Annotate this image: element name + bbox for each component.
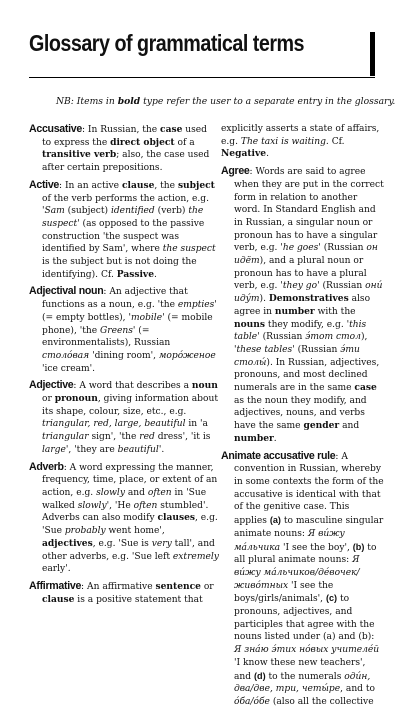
term-animate-accusative-rule: Animate accusative rule bbox=[221, 449, 336, 462]
term-active: Active bbox=[29, 178, 59, 191]
term-accusative: Accusative bbox=[29, 123, 82, 135]
column-left bbox=[29, 123, 219, 610]
term-agree: Agree bbox=[221, 165, 250, 178]
term-adverb: Adverb bbox=[29, 460, 64, 473]
title-bar-decoration bbox=[370, 32, 375, 76]
term-adjective: Adjective bbox=[29, 379, 74, 392]
entry-animate-accusative-rule: Animate accusative rule: A convention in Russian, whereby in some contexts the form of the accusative is identical with that of the genitive case. This applies (a) to masculine singular animate nouns: Я ви́жу ма́льчика 'I see the boy', (b) to all plural animate nouns: Я ви́жу ма́льчиков/де́вочек/живо́тных 'I see the boys/girls/animals', (c) to pronouns, adjectives, and participles that agree with the nouns listed under (a) and (b): Я зна́ю э́тих но́вых учителе́й 'I know these new teachers', and (d) to the numerals оди́н, два/две, три, четы́ре, and to о́ба/о́бе (also all the collective bbox=[221, 449, 384, 707]
intro-note: NB: Items in bold type refer the user to a separate entry in the glossary. bbox=[56, 96, 396, 107]
term-adjectival-noun: Adjectival noun bbox=[29, 285, 104, 298]
entry-agree: Agree: Words are said to agree when they are put in the correct form in relation to another word. In Standard English and in Russian, a singular noun or pronoun has to have a singular verb, e.g. 'he goes' (Russian он идёт), and a plural noun or pronoun has to have a plural verb, e.g. 'they go' (Russian они́ иду́т). Demonstratives also agree in number with the nouns they modify, e.g. 'this table' (Russian э́тот стол), 'these tables' (Russian э́ти столы́). In Russian, adjectives, pronouns, and most declined numerals are in the same case as the noun they modify, and adjectives, nouns, and verbs have the same gender and number. bbox=[221, 165, 384, 444]
entry-adjective: Adjective: A word that describes a noun or pronoun, giving information about its shape, colour, size, etc., e.g. triangular, red, large, beautiful in 'a triangular sign', 'the red dress', 'it is large', 'they are beautiful'. bbox=[29, 379, 218, 455]
page-title: Glossary of grammatical terms bbox=[29, 30, 305, 56]
column-right bbox=[221, 123, 384, 713]
entry-accusative: Accusative: In Russian, the case used to express the direct object of a transitive verb; also, the case used after certain prepositions. bbox=[29, 123, 210, 174]
entry-active: Active: In an active clause, the subject of the verb performs the action, e.g. 'Sam (subject) identified (verb) the suspect' (as opposed to the passive construction 'the suspect was identified by Sam', where the suspect is the subject but is not doing the identifying). Cf. Passive. bbox=[29, 178, 216, 280]
entry-affirmative-continued: explicitly asserts a state of affairs, e.g. The taxi is waiting. Cf. Negative. bbox=[221, 124, 380, 160]
title-rule bbox=[29, 77, 375, 78]
entry-affirmative: Affirmative: An affirmative sentence or clause is a positive statement that bbox=[29, 579, 214, 605]
term-affirmative: Affirmative bbox=[29, 579, 82, 592]
entry-adjectival-noun: Adjectival noun: An adjective that functions as a noun, e.g. 'the empties' (= empty bottles), 'mobile' (= mobile phone), 'the Greens' (= environmentalists), Russian столо́вая 'dining room', моро́женое 'ice cream'. bbox=[29, 285, 217, 374]
entry-adverb: Adverb: A word expressing the manner, frequency, time, place, or extent of an action, e.g. slowly and often in 'Sue walked slowly', 'He often stumbled'. Adverbs can also modify clauses, e.g. 'Sue probably went home', adjectives, e.g. 'Sue is very tall', and other adverbs, e.g. 'Sue left extremely early'. bbox=[29, 460, 219, 575]
